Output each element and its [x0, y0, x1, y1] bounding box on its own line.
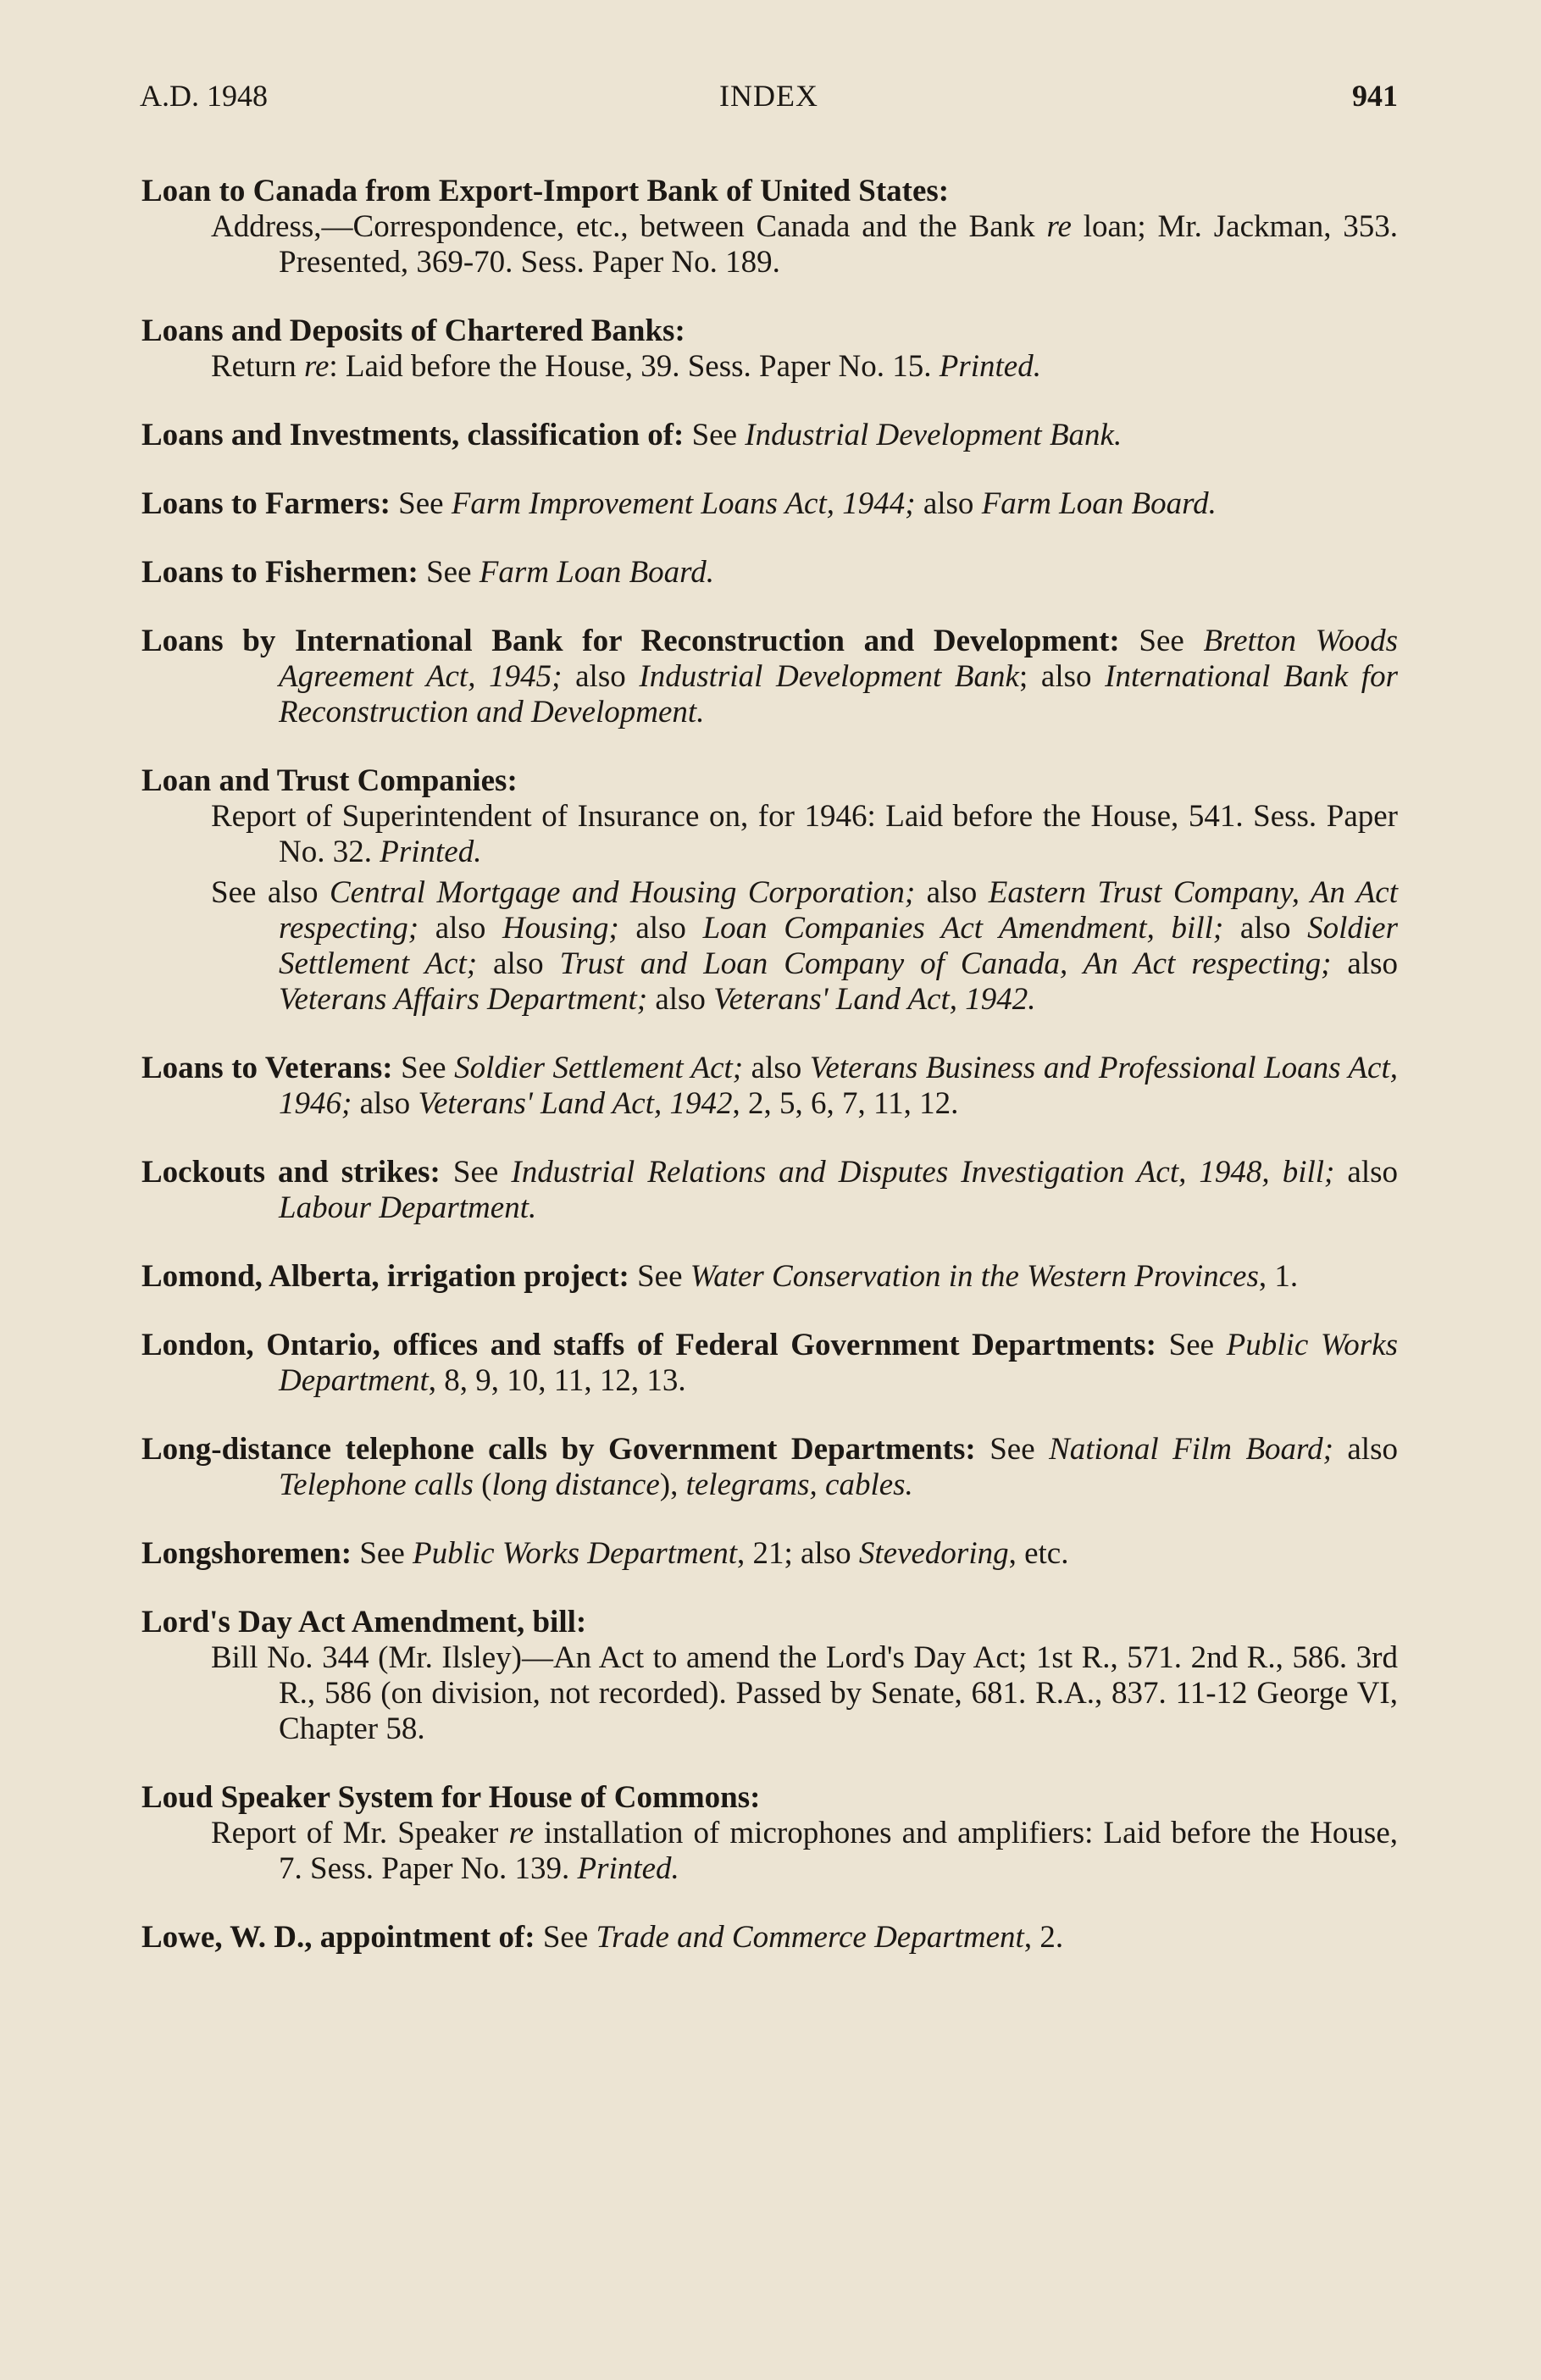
entry-text: See — [452, 1155, 512, 1190]
entry-text: loan; Mr. Jackman, 353. Presented, 369-70. Sess. Paper No. 189. — [279, 209, 1399, 280]
entry-line — [141, 1155, 1398, 1226]
entry-text: also — [419, 911, 502, 946]
entry-heading: Loans by International Bank for Reconstruction and Development: — [141, 624, 1120, 658]
index-entry — [141, 313, 1398, 385]
entry-text: Address,—Correspondence, etc., between Canada and the Bank — [211, 209, 1047, 244]
entry-text: : Laid before the House, 39. Sess. Paper No. 15. — [329, 349, 940, 384]
entry-heading: Lowe, W. D., appointment of: — [141, 1920, 535, 1955]
index-reference: National Film Board; — [1049, 1432, 1333, 1467]
entry-text: See — [989, 1432, 1050, 1467]
index-entry — [141, 1328, 1398, 1399]
entry-line — [141, 624, 1398, 730]
entry-heading: Lomond, Alberta, irrigation project: — [141, 1259, 629, 1294]
entry-text: also — [618, 911, 703, 946]
index-reference: Water Conservation in the Western Provinces — [690, 1259, 1259, 1294]
index-reference: Industrial Development Bank — [639, 659, 1019, 694]
entry-text: Bill No. 344 (Mr. Ilsley)—An Act to amend the Lord's Day Act; 1st R., 571. 2nd R., 586. 3rd R., 586 (on division, not recorded). Passed by Senate, 681. R.A., 837. 11-12 George VI, Chapter 58. — [211, 1640, 1398, 1746]
entry-text: , etc. — [1008, 1536, 1069, 1571]
index-reference: re — [303, 349, 330, 384]
entry-text: , 2. — [1023, 1920, 1064, 1955]
entry-text: See — [401, 1051, 455, 1085]
entry-text: also — [915, 486, 982, 521]
index-entry — [141, 1780, 1398, 1887]
index-reference: International Bank for Reconstruction and Development. — [279, 659, 1398, 730]
entry-line — [141, 1920, 1398, 1956]
index-entry — [141, 1155, 1398, 1226]
index-entry — [141, 174, 1398, 280]
index-reference: long distance — [491, 1467, 660, 1502]
entry-heading: Lord's Day Act Amendment, bill: — [141, 1605, 587, 1639]
index-reference: Printed. — [380, 835, 482, 869]
index-reference: Public Works Department — [279, 1328, 1399, 1398]
entry-heading: Loans and Investments, classification of: — [141, 418, 685, 452]
entry-line — [141, 1259, 1398, 1295]
index-entries — [141, 174, 1398, 1989]
entry-heading: Loud Speaker System for House of Commons: — [141, 1780, 761, 1815]
index-entry — [141, 763, 1398, 1018]
entry-text: Report of Superintendent of Insurance on, for 1946: Laid before the House, 541. Sess. Paper No. 32. — [211, 799, 1398, 869]
entry-subentry — [141, 349, 1398, 385]
index-reference: Central Mortgage and Housing Corporation; — [330, 875, 916, 910]
entry-text: also — [1333, 1432, 1398, 1467]
index-reference: re — [508, 1816, 534, 1850]
index-reference: Soldier Settlement Act; — [279, 911, 1398, 981]
entry-text: ; also — [1018, 659, 1106, 694]
header-year: A.D. 1948 — [140, 79, 268, 113]
index-reference: Farm Improvement Loans Act, 1944; — [451, 486, 916, 521]
index-reference: Veterans' Land Act, 1942. — [713, 982, 1036, 1017]
entry-text: See — [1139, 624, 1204, 658]
index-reference: Bretton Woods Agreement Act, 1945; — [279, 624, 1398, 694]
entry-heading: Longshoremen: — [141, 1536, 352, 1571]
entry-heading: Loans to Veterans: — [141, 1051, 393, 1085]
index-reference: Soldier Settlement Act; — [454, 1051, 744, 1085]
entry-line — [141, 1536, 1398, 1572]
entry-text: also — [562, 659, 640, 694]
entry-text: also — [1223, 911, 1308, 946]
entry-heading: Loan and Trust Companies: — [141, 763, 518, 798]
index-reference: Trade and Commerce Department — [596, 1920, 1024, 1955]
index-reference: Industrial Development Bank. — [745, 418, 1122, 452]
index-entry — [141, 624, 1398, 730]
entry-heading: Lockouts and strikes: — [141, 1155, 441, 1190]
index-entry — [141, 1432, 1398, 1503]
index-reference: Labour Department. — [279, 1190, 537, 1225]
index-reference: Veterans Affairs Department; — [279, 982, 648, 1017]
entry-text: See — [398, 486, 452, 521]
index-entry — [141, 1051, 1398, 1122]
entry-subentry — [141, 799, 1398, 870]
entry-text: ), — [659, 1467, 686, 1502]
index-reference: Printed. — [939, 349, 1041, 384]
entry-heading: London, Ontario, offices and staffs of Federal Government Departments: — [141, 1328, 1156, 1362]
index-reference: Housing; — [502, 911, 619, 946]
entry-heading: Long-distance telephone calls by Government Departments: — [141, 1432, 976, 1467]
entry-line — [141, 555, 1398, 591]
entry-text: See also — [211, 875, 330, 910]
entry-subentry — [141, 1640, 1398, 1747]
entry-text: also — [743, 1051, 810, 1085]
entry-text: also — [1331, 946, 1398, 981]
entry-text: , 1. — [1258, 1259, 1299, 1294]
entry-line — [141, 1051, 1398, 1122]
index-reference: Veterans' Land Act, 1942 — [418, 1086, 733, 1121]
index-reference: Farm Loan Board. — [981, 486, 1217, 521]
index-reference: re — [1046, 209, 1072, 244]
index-entry — [141, 555, 1398, 591]
entry-subentry — [141, 875, 1398, 1018]
entry-line — [141, 418, 1398, 453]
index-reference: Loan Companies Act Amendment, bill; — [702, 911, 1224, 946]
index-reference: Stevedoring — [858, 1536, 1009, 1571]
entry-subentry — [141, 1816, 1398, 1887]
entry-text: See — [542, 1920, 596, 1955]
entry-text: See — [426, 555, 479, 590]
entry-text: Report of Mr. Speaker — [211, 1816, 509, 1850]
entry-text: also — [1334, 1155, 1398, 1190]
entry-text: See — [691, 418, 746, 452]
page-number: 941 — [1352, 79, 1398, 113]
index-entry — [141, 1259, 1398, 1295]
entry-subentry — [141, 209, 1398, 280]
entry-text: See — [359, 1536, 413, 1571]
entry-text: Return — [211, 349, 304, 384]
entry-text: also — [915, 875, 989, 910]
entry-text: See — [1168, 1328, 1227, 1362]
index-reference: Industrial Relations and Disputes Investigation Act, 1948, bill; — [511, 1155, 1335, 1190]
index-entry — [141, 1536, 1398, 1572]
index-entry — [141, 1920, 1398, 1956]
index-reference: Telephone calls — [279, 1467, 474, 1502]
index-reference: Veterans Business and Professional Loans Act, 1946; — [279, 1051, 1398, 1121]
index-entry — [141, 1605, 1398, 1747]
index-entry — [141, 486, 1398, 522]
entry-heading: Loans and Deposits of Chartered Banks: — [141, 313, 685, 348]
index-entry — [141, 418, 1398, 453]
entry-text: , 8, 9, 10, 11, 12, 13. — [428, 1363, 686, 1398]
entry-text: also — [647, 982, 714, 1017]
entry-text: ( — [473, 1467, 492, 1502]
index-reference: telegrams, cables. — [685, 1467, 913, 1502]
entry-text: installation of microphones and amplifiers: Laid before the House, 7. Sess. Paper No. 139. — [279, 1816, 1398, 1886]
entry-text: also — [352, 1086, 419, 1121]
entry-text: See — [637, 1259, 690, 1294]
entry-heading: Loans to Farmers: — [141, 486, 391, 521]
index-reference: Public Works Department — [413, 1536, 737, 1571]
entry-line — [141, 486, 1398, 522]
running-head — [140, 78, 1398, 122]
entry-text: , 2, 5, 6, 7, 11, 12. — [732, 1086, 959, 1121]
index-reference: Farm Loan Board. — [479, 555, 714, 590]
entry-heading: Loan to Canada from Export-Import Bank of United States: — [141, 174, 950, 208]
entry-text: , 21; also — [736, 1536, 859, 1571]
index-reference: Printed. — [577, 1851, 679, 1886]
entry-text: also — [477, 946, 560, 981]
header-title: INDEX — [719, 79, 818, 113]
index-reference: Trust and Loan Company of Canada, An Act respecting; — [559, 946, 1332, 981]
index-reference: Eastern Trust Company, An Act respecting; — [279, 875, 1398, 946]
entry-line — [141, 1328, 1398, 1399]
entry-line — [141, 1432, 1398, 1503]
entry-heading: Loans to Fishermen: — [141, 555, 419, 590]
